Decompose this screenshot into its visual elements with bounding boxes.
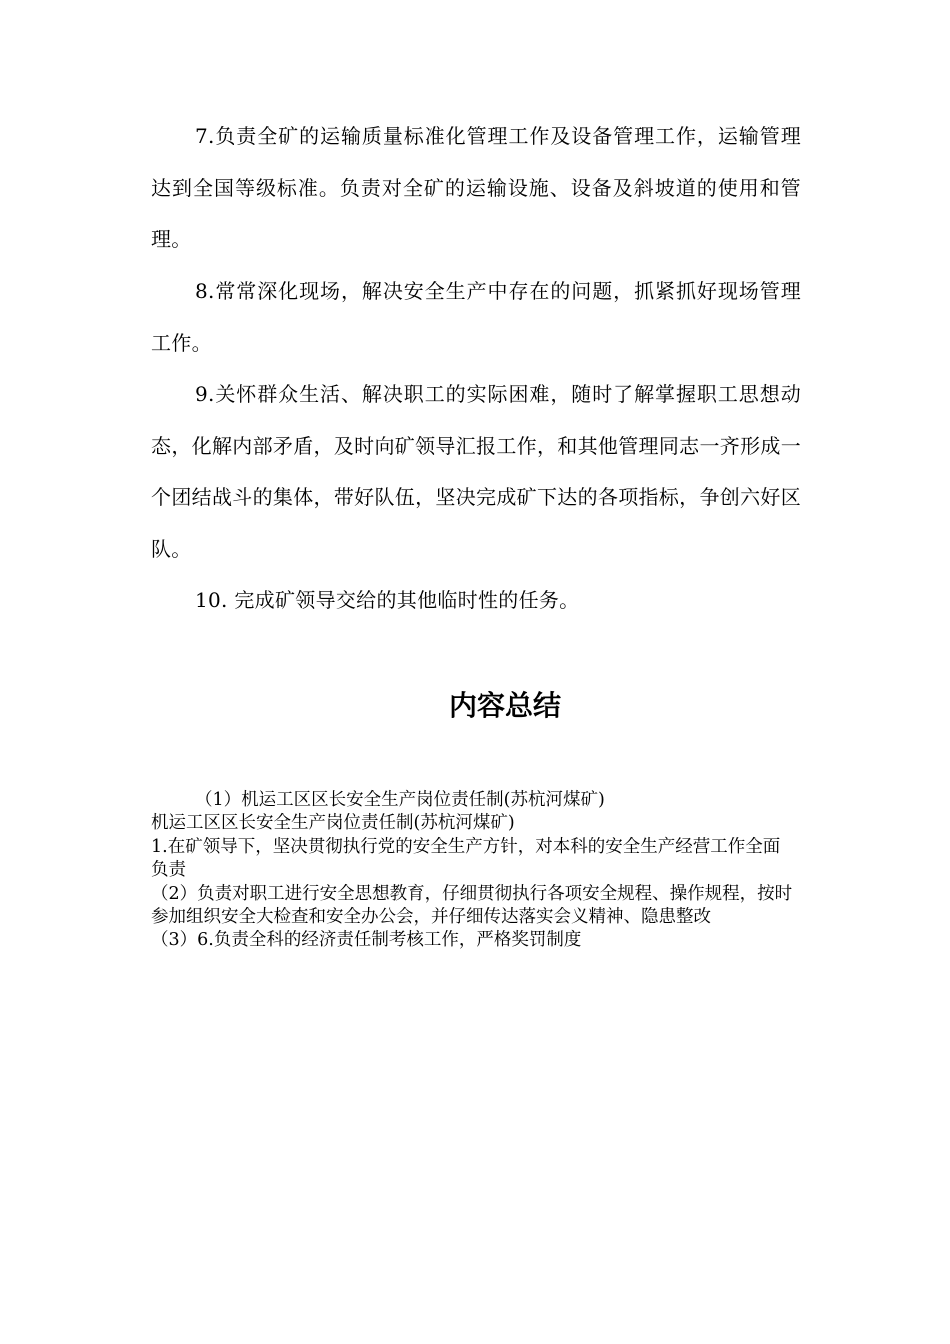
summary-line: （3）6.负责全科的经济责任制考核工作，严格奖罚制度 <box>151 930 582 951</box>
summary-line: （1）机运工区区长安全生产岗位责任制(苏杭河煤矿) <box>195 790 605 810</box>
summary-block <box>151 789 796 953</box>
summary-line: 机运工区区长安全生产岗位责任制(苏杭河煤矿) <box>151 813 515 834</box>
summary-title: 内容总结 <box>448 689 561 722</box>
summary-line: （2）负责对职工进行安全思想教育，仔细贯彻执行各项安全规程、操作规程，按时参加组织安全大检查和安全办公会，并仔细传达落实会义精神、隐患整改 <box>151 883 793 928</box>
paragraph-item-10: 10. 完成矿领导交给的其他临时性的任务。 <box>195 588 580 612</box>
paragraph-item-9: 9.关怀群众生活、解决职工的实际困难，随时了解掌握职工思想动态，化解内部矛盾，及时向矿领导汇报工作，和其他管理同志一齐形成一个团结战斗的集体，带好队伍，坚决完成矿下达的各项指标，争创六好区队。 <box>151 382 801 561</box>
summary-line: 1.在矿领导下，坚决贯彻执行党的安全生产方针，对本科的安全生产经营工作全面负责 <box>151 836 781 881</box>
paragraph-item-7: 7.负责全矿的运输质量标准化管理工作及设备管理工作，运输管理达到全国等级标准。负责对全矿的运输设施、设备及斜坡道的使用和管理。 <box>151 124 801 251</box>
paragraph-item-8: 8.常常深化现场，解决安全生产中存在的问题，抓紧抓好现场管理工作。 <box>151 279 801 355</box>
